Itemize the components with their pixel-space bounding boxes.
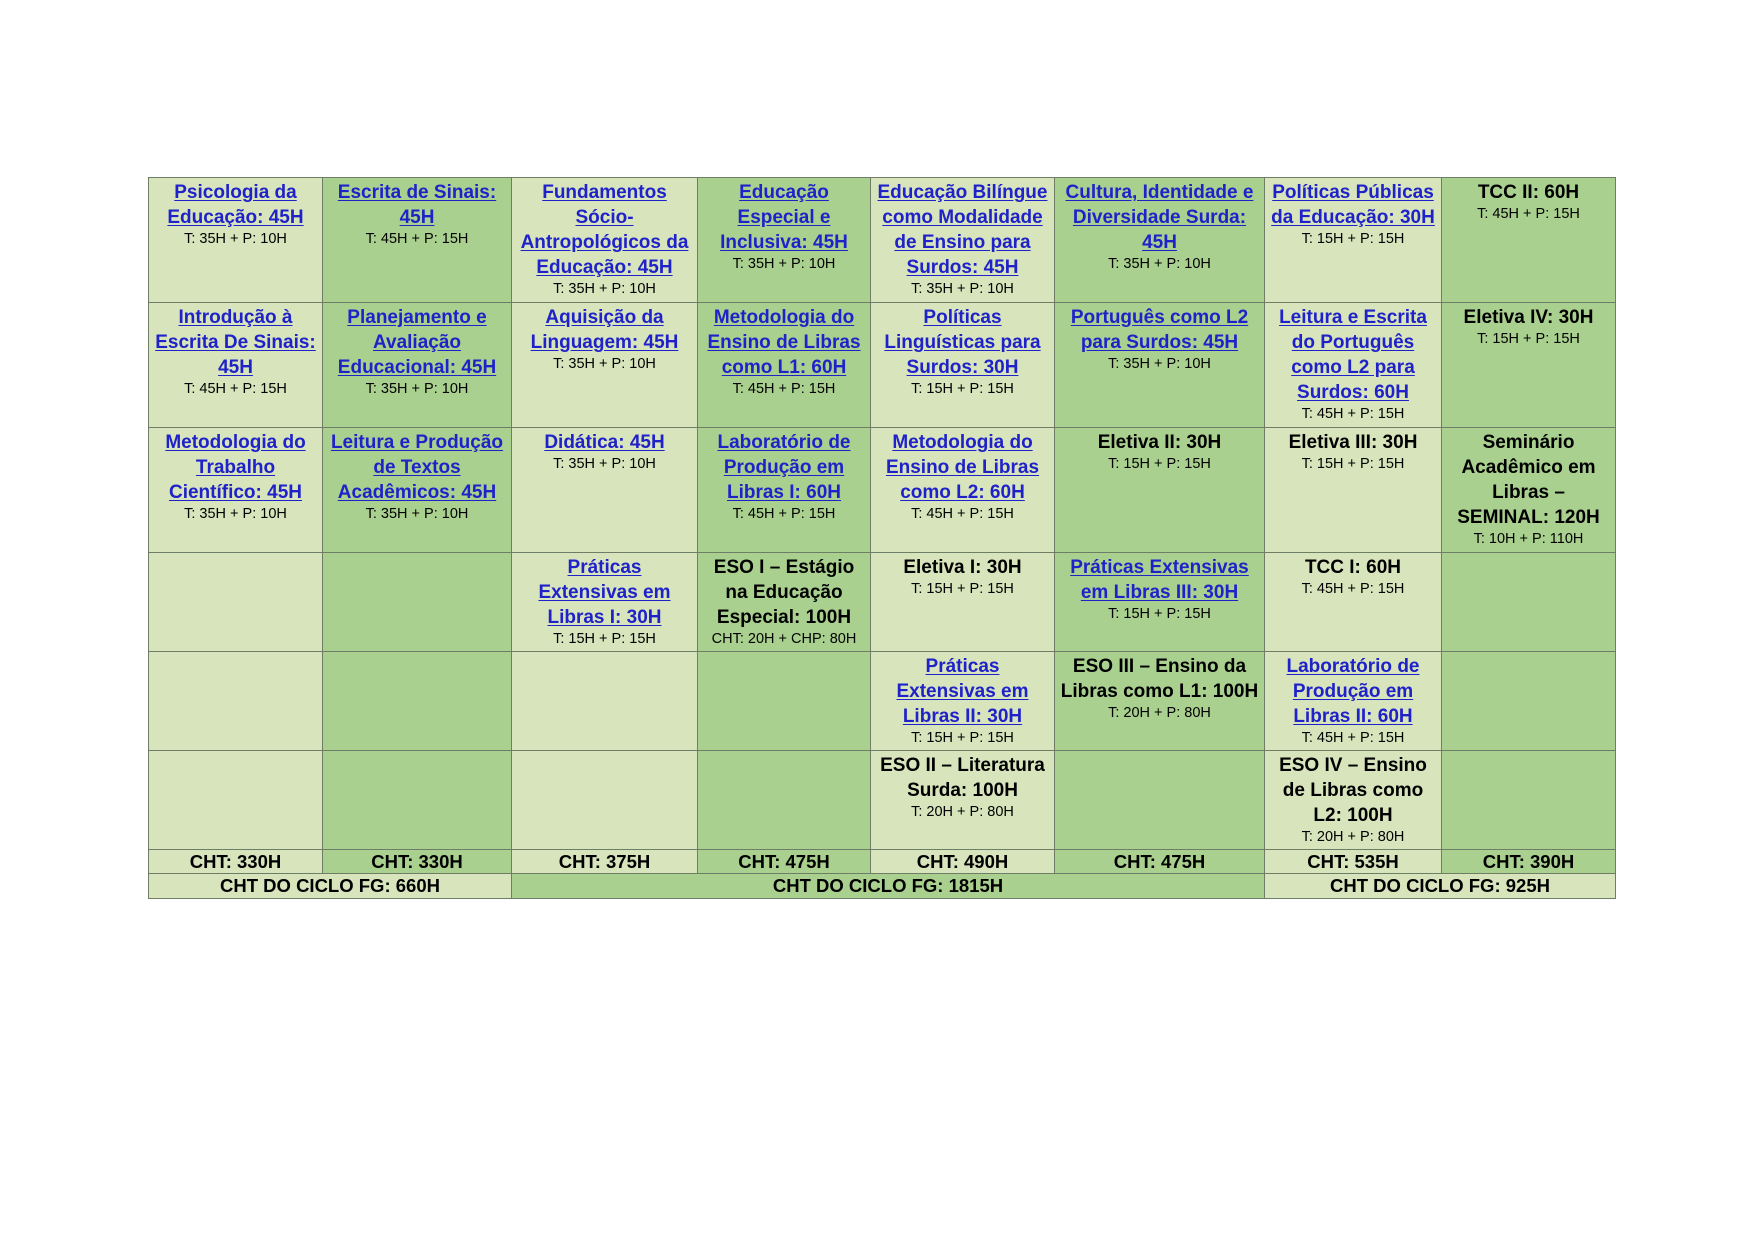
semester-row: [149, 178, 1616, 303]
course-title-link[interactable]: Escrita de Sinais: 45H: [337, 182, 497, 228]
course-title-link[interactable]: Cultura, Identidade e Diversidade Surda: 45H: [1065, 182, 1254, 253]
course-hours: T: 35H + P: 10H: [553, 356, 656, 372]
column-total: CHT: 475H: [698, 850, 871, 874]
course-title-link[interactable]: Políticas Linguísticas para Surdos: 30H: [884, 307, 1041, 378]
empty-cell: [1442, 652, 1616, 751]
course-cell[interactable]: [1055, 303, 1265, 428]
column-total: CHT: 490H: [871, 850, 1055, 874]
course-cell[interactable]: [149, 178, 323, 303]
course-cell[interactable]: [871, 652, 1055, 751]
empty-cell: [1442, 751, 1616, 850]
course-hours: T: 35H + P: 10H: [365, 506, 469, 522]
course-hours: T: 35H + P: 10H: [553, 281, 656, 297]
course-hours: T: 15H + P: 15H: [911, 581, 1014, 597]
empty-cell: [323, 652, 512, 751]
course-cell: [1055, 428, 1265, 553]
course-title: Eletiva I: 30H: [903, 557, 1022, 578]
course-hours: T: 35H + P: 10H: [732, 256, 836, 272]
course-title-link[interactable]: Leitura e Produção de Textos Acadêmicos: 45H: [330, 432, 504, 503]
course-hours: T: 10H + P: 110H: [1473, 531, 1584, 547]
totals-row: [149, 850, 1616, 874]
course-title: Eletiva II: 30H: [1097, 432, 1222, 453]
course-title-link[interactable]: Práticas Extensivas em Libras I: 30H: [538, 557, 671, 628]
course-hours: T: 35H + P: 10H: [553, 456, 656, 472]
course-hours: T: 20H + P: 80H: [1108, 705, 1211, 721]
course-cell: [1265, 553, 1442, 652]
course-cell: [1265, 428, 1442, 553]
empty-cell: [512, 751, 698, 850]
course-title: Eletiva IV: 30H: [1463, 307, 1594, 328]
course-title-link[interactable]: Metodologia do Trabalho Científico: 45H: [165, 432, 306, 503]
course-cell[interactable]: [871, 178, 1055, 303]
course-hours: T: 15H + P: 15H: [911, 730, 1014, 746]
course-cell[interactable]: [1265, 652, 1442, 751]
course-hours: T: 15H + P: 15H: [1108, 456, 1211, 472]
course-cell[interactable]: [323, 428, 512, 553]
course-hours: T: 45H + P: 15H: [1301, 730, 1405, 746]
course-title-link[interactable]: Metodologia do Ensino de Libras como L2: 60H: [885, 432, 1040, 503]
semester-row: [149, 553, 1616, 652]
empty-cell: [323, 553, 512, 652]
course-title-link[interactable]: Planejamento e Avaliação Educacional: 45H: [337, 307, 497, 378]
column-total: CHT: 535H: [1265, 850, 1442, 874]
course-title-link[interactable]: Leitura e Escrita do Português como L2 para Surdos: 60H: [1279, 307, 1427, 403]
course-hours: T: 35H + P: 10H: [1108, 256, 1211, 272]
course-hours: T: 15H + P: 15H: [1477, 331, 1580, 347]
cycle-total: CHT DO CICLO FG: 1815H: [512, 874, 1265, 899]
course-hours: T: 15H + P: 15H: [911, 381, 1014, 397]
semester-row: [149, 428, 1616, 553]
empty-cell: [149, 751, 323, 850]
course-title-link[interactable]: Educação Bilíngue como Modalidade de Ensino para Surdos: 45H: [877, 182, 1048, 278]
course-title-link[interactable]: Fundamentos Sócio-Antropológicos da Educação: 45H: [520, 182, 689, 278]
course-title-link[interactable]: Laboratório de Produção em Libras II: 60H: [1286, 656, 1420, 727]
empty-cell: [1442, 553, 1616, 652]
course-title: TCC II: 60H: [1477, 182, 1580, 203]
cycle-total: CHT DO CICLO FG: 925H: [1265, 874, 1616, 899]
course-title-link[interactable]: Práticas Extensivas em Libras II: 30H: [896, 656, 1029, 727]
course-hours: T: 35H + P: 10H: [184, 231, 287, 247]
course-title: TCC I: 60H: [1304, 557, 1402, 578]
empty-cell: [149, 652, 323, 751]
course-title-link[interactable]: Introdução à Escrita De Sinais: 45H: [155, 307, 316, 378]
course-cell: [1442, 303, 1616, 428]
course-cell[interactable]: [149, 428, 323, 553]
column-total: CHT: 390H: [1442, 850, 1616, 874]
course-title-link[interactable]: Práticas Extensivas em Libras III: 30H: [1070, 557, 1249, 603]
empty-cell: [512, 652, 698, 751]
course-hours: T: 45H + P: 15H: [911, 506, 1014, 522]
course-title: ESO I – Estágio na Educação Especial: 100H: [713, 557, 855, 628]
course-title: ESO III – Ensino da Libras como L1: 100H: [1060, 656, 1259, 702]
course-cell[interactable]: [698, 428, 871, 553]
course-cell[interactable]: [512, 303, 698, 428]
course-cell: [698, 553, 871, 652]
course-cell[interactable]: [1265, 303, 1442, 428]
course-title-link[interactable]: Metodologia do Ensino de Libras como L1: 60H: [707, 307, 861, 378]
course-hours: T: 45H + P: 15H: [184, 381, 287, 397]
course-hours: T: 20H + P: 80H: [1301, 829, 1405, 845]
course-cell: [1265, 751, 1442, 850]
cycle-totals-row: [149, 874, 1616, 899]
curriculum-table: [148, 177, 1616, 899]
course-cell[interactable]: [1055, 178, 1265, 303]
course-title-link[interactable]: Aquisição da Linguagem: 45H: [530, 307, 679, 353]
course-cell[interactable]: [871, 428, 1055, 553]
course-hours: T: 35H + P: 10H: [1108, 356, 1211, 372]
course-cell[interactable]: [149, 303, 323, 428]
course-cell[interactable]: [698, 178, 871, 303]
course-title: Eletiva III: 30H: [1288, 432, 1418, 453]
course-cell: [1442, 178, 1616, 303]
column-total: CHT: 330H: [323, 850, 512, 874]
course-cell: [1442, 428, 1616, 553]
course-cell[interactable]: [698, 303, 871, 428]
course-hours: T: 45H + P: 15H: [365, 231, 469, 247]
course-hours: T: 35H + P: 10H: [184, 506, 287, 522]
course-cell[interactable]: [323, 178, 512, 303]
course-title-link[interactable]: Políticas Públicas da Educação: 30H: [1271, 182, 1435, 228]
semester-row: [149, 303, 1616, 428]
course-title-link[interactable]: Laboratório de Produção em Libras I: 60H: [717, 432, 851, 503]
empty-cell: [698, 652, 871, 751]
empty-cell: [149, 553, 323, 652]
course-title: Seminário Acadêmico em Libras – SEMINAL: 120H: [1457, 432, 1600, 528]
column-total: CHT: 375H: [512, 850, 698, 874]
course-hours: T: 45H + P: 15H: [732, 506, 836, 522]
course-hours: T: 15H + P: 15H: [553, 631, 656, 647]
cycle-total: CHT DO CICLO FG: 660H: [149, 874, 512, 899]
column-total: CHT: 330H: [149, 850, 323, 874]
course-hours: T: 45H + P: 15H: [732, 381, 836, 397]
course-title: ESO IV – Ensino de Libras como L2: 100H: [1279, 755, 1427, 826]
course-hours: T: 35H + P: 10H: [911, 281, 1014, 297]
course-cell[interactable]: [323, 303, 512, 428]
semester-row: [149, 751, 1616, 850]
course-hours: T: 45H + P: 15H: [1477, 206, 1580, 222]
empty-cell: [698, 751, 871, 850]
course-cell: [871, 553, 1055, 652]
curriculum-grid: [148, 177, 1616, 899]
course-hours: CHT: 20H + CHP: 80H: [711, 631, 857, 647]
empty-cell: [323, 751, 512, 850]
course-hours: T: 20H + P: 80H: [911, 804, 1014, 820]
course-cell[interactable]: [1265, 178, 1442, 303]
course-hours: T: 15H + P: 15H: [1301, 456, 1405, 472]
course-hours: T: 35H + P: 10H: [365, 381, 469, 397]
semester-row: [149, 652, 1616, 751]
course-hours: T: 45H + P: 15H: [1301, 581, 1405, 597]
course-cell: [871, 751, 1055, 850]
course-cell[interactable]: [512, 178, 698, 303]
course-hours: T: 15H + P: 15H: [1108, 606, 1211, 622]
course-title-link[interactable]: Educação Especial e Inclusiva: 45H: [720, 182, 848, 253]
course-cell: [1055, 652, 1265, 751]
course-cell[interactable]: [871, 303, 1055, 428]
empty-cell: [1055, 751, 1265, 850]
course-hours: T: 45H + P: 15H: [1301, 406, 1405, 422]
course-title-link[interactable]: Psicologia da Educação: 45H: [167, 182, 304, 228]
course-cell[interactable]: [512, 428, 698, 553]
course-cell[interactable]: [1055, 553, 1265, 652]
course-title-link[interactable]: Português como L2 para Surdos: 45H: [1070, 307, 1249, 353]
column-total: CHT: 475H: [1055, 850, 1265, 874]
course-cell[interactable]: [512, 553, 698, 652]
course-title-link[interactable]: Didática: 45H: [544, 432, 665, 453]
course-title: ESO II – Literatura Surda: 100H: [880, 755, 1045, 801]
course-hours: T: 15H + P: 15H: [1301, 231, 1405, 247]
